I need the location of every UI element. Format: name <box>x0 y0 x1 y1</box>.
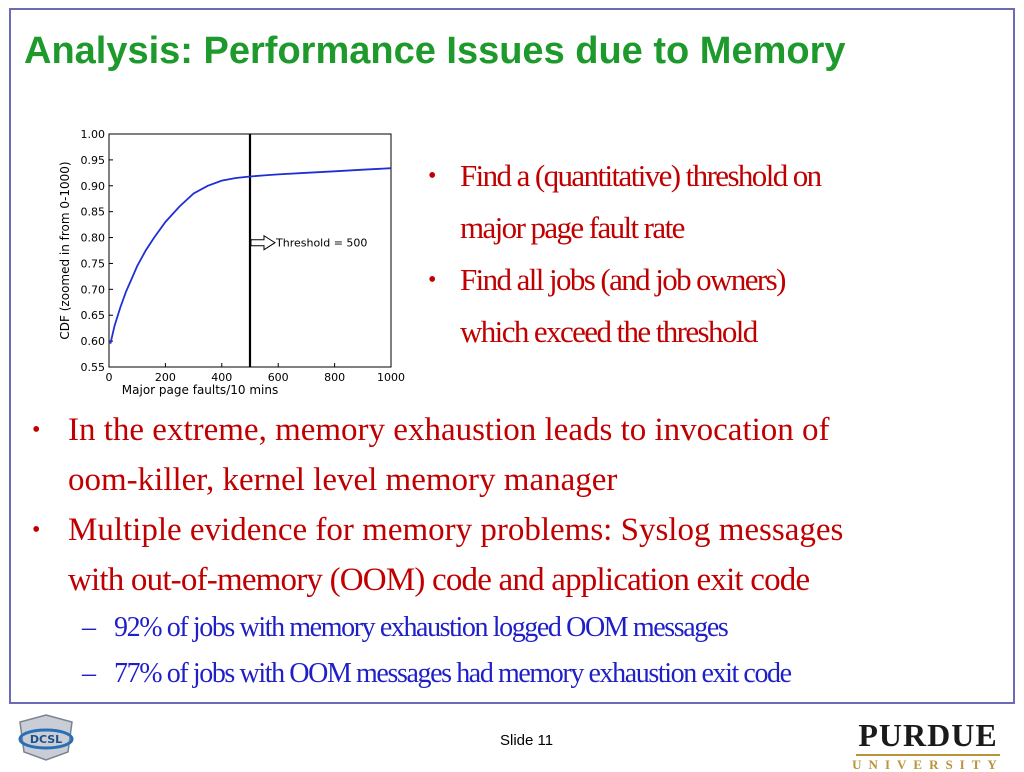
y-tick-label: 0.60 <box>80 335 105 349</box>
purdue-wordmark: PURDUE <box>858 717 998 753</box>
y-tick-label: 0.55 <box>80 361 105 374</box>
bullet-dot-icon: • <box>32 417 41 443</box>
cdf-chart <box>55 120 405 397</box>
x-axis-label: Major page faults/10 mins <box>121 383 279 397</box>
y-axis-label: CDF (zoomed in from 0-1000) <box>58 161 72 340</box>
y-tick-label: 0.80 <box>80 231 105 245</box>
y-tick-label: 0.95 <box>80 153 105 167</box>
right-bullet-2: • Find all jobs (and job owners) which exceed the threshold <box>428 254 988 358</box>
right-bullet-1: • Find a (quantitative) threshold on major page fault rate <box>428 150 988 254</box>
right-bullet-list <box>428 150 988 358</box>
y-tick-label: 0.90 <box>80 179 105 193</box>
bullet-dot-icon: • <box>428 163 435 189</box>
main-bullet-1: • In the extreme, memory exhaustion leads to invocation of oom-killer, kernel level memory manager <box>32 405 1002 505</box>
slide-number: Slide 11 <box>500 732 554 749</box>
y-tick-label: 0.75 <box>80 257 105 271</box>
svg-text:DCSL: DCSL <box>29 733 63 746</box>
x-tick-label: 600 <box>267 371 289 384</box>
sub-bullet-dash: – <box>82 658 95 689</box>
x-tick-label: 0 <box>105 371 113 384</box>
x-tick-label: 400 <box>211 371 233 384</box>
x-tick-label: 800 <box>324 371 346 384</box>
sub-bullet-dash: – <box>82 612 95 643</box>
bullet-dot-icon: • <box>32 517 41 543</box>
main-bullet-list <box>32 405 1002 697</box>
sub-bullet-2: – 77% of jobs with OOM messages had memory exhaustion exit code <box>32 651 1002 697</box>
y-tick-label: 0.65 <box>80 309 105 323</box>
slide-title: Analysis: Performance Issues due to Memory <box>24 30 846 72</box>
y-tick-label: 0.70 <box>80 283 105 297</box>
x-tick-label: 200 <box>154 371 176 384</box>
y-tick-label: 0.85 <box>80 205 105 219</box>
sub-bullet-1: – 92% of jobs with memory exhaustion logged OOM messages <box>32 605 1002 651</box>
threshold-annotation-label: Threshold = 500 <box>276 236 368 250</box>
dcsl-logo <box>14 712 78 762</box>
x-tick-label: 1000 <box>377 371 405 384</box>
y-tick-label: 1.00 <box>80 128 105 141</box>
bullet-dot-icon: • <box>428 267 435 293</box>
y-axis-ticks <box>81 128 114 374</box>
purdue-subtitle: UNIVERSITY <box>852 757 1004 772</box>
purdue-divider <box>856 754 1000 756</box>
main-bullet-2: • Multiple evidence for memory problems: Syslog messages with out-of-memory (OOM) code and application exit code <box>32 505 1002 605</box>
purdue-logo <box>852 718 1004 772</box>
